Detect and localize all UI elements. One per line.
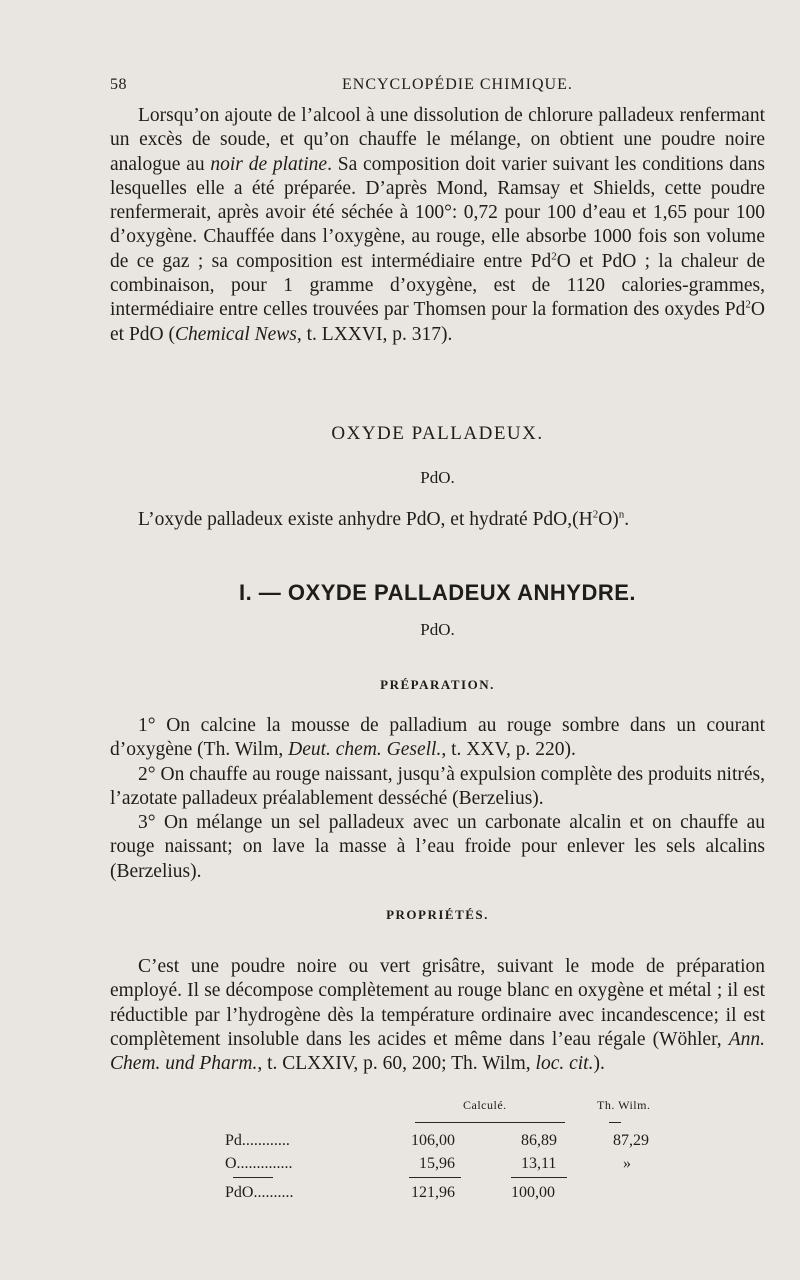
column-header-wilm: Th. Wilm. xyxy=(597,1098,651,1112)
table-cell: 121,96 xyxy=(411,1184,455,1201)
list-item: 3° On mélange un sel palladeux avec un carbonate alcalin et on chauffe au rouge naissant; on lave la masse à l’eau froide pour enlever les sels alcalins (Berzelius). xyxy=(110,812,765,882)
page-header xyxy=(110,76,760,100)
brace-line xyxy=(609,1122,621,1123)
noir-de-platine-term: noir de platine xyxy=(210,153,328,175)
properties-heading: PROPRIÉTÉS. xyxy=(386,907,489,922)
table-cell: 15,96 xyxy=(419,1155,455,1172)
table-cell: 13,11 xyxy=(521,1155,557,1172)
journal-reference: Chemical News xyxy=(175,323,297,345)
table-cell: » xyxy=(623,1155,631,1172)
table-cell: 106,00 xyxy=(411,1132,455,1149)
subsection-formula: PdO. xyxy=(420,620,455,639)
sum-rule xyxy=(409,1177,461,1178)
properties-paragraph: C’est une poudre noire ou vert grisâtre, suivant le mode de préparation employé. Il se décompose complètement au rouge blanc en oxygène et métal ; il est réductible par l’hydrogène dès la température ordinaire avec incandescence; il est complètement insoluble dans les acides et même dans l’eau régale (Wöhler, Ann. Chem. und Pharm., t. CLXXIV, p. 60, 200; Th. Wilm, loc. cit.). xyxy=(110,956,765,1075)
table-cell: 100,00 xyxy=(511,1184,555,1201)
table-cell: 87,29 xyxy=(613,1132,649,1149)
row-label: Pd............ xyxy=(225,1132,290,1149)
preparation-heading: PRÉPARATION. xyxy=(380,677,495,692)
page-number: 58 xyxy=(110,76,127,93)
composition-table xyxy=(225,1098,675,1208)
list-item: 1° On calcine la mousse de palladium au rouge sombre dans un courant d’oxygène (Th. Wilm, Deut. chem. Gesell., t. XXV, p. 220). xyxy=(110,715,765,761)
row-label: PdO.......... xyxy=(225,1184,294,1201)
subsection-title: I. — OXYDE PALLADEUX ANHYDRE. xyxy=(238,580,637,605)
table-cell: 86,89 xyxy=(521,1132,557,1149)
running-title: ENCYCLOPÉDIE CHIMIQUE. xyxy=(342,76,573,93)
brace-line xyxy=(415,1122,565,1123)
intro-paragraph: Lorsqu’on ajoute de l’alcool à une dissolution de chlorure palladeux renfermant un excès de soude, et qu’on chauffe le mélange, on obtient une poudre noire analogue au noir de platine. Sa composition doit varier suivant les conditions dans lesquelles elle a été préparée. D’après Mond, Ramsay et Shields, cette poudre renfermerait, après avoir été séchée à 100°: 0,72 pour 100 d’eau et 1,65 pour 100 d’oxygène. Chauffée dans l’oxygène, au rouge, elle absorbe 1000 fois son volume de ce gaz ; sa composition est intermédiaire entre Pd$^2$O et PdO ; la chaleur de combinaison, pour 1 gramme d’oxygène, est de 1120 calories-grammes, intermédiaire entre celles trouvées par Thomsen pour la formation des oxydes Pd$^2$O et PdO (Chemical News, t. LXXVI, p. 317). xyxy=(110,105,765,345)
section-formula: PdO. xyxy=(420,468,455,487)
sum-rule xyxy=(511,1177,567,1178)
section-title: OXYDE PALLADEUX. xyxy=(331,423,544,444)
row-label: O.............. xyxy=(225,1155,293,1172)
list-item: 2° On chauffe au rouge naissant, jusqu’à expulsion complète des produits nitrés, l’azotate palladeux préalablement desséché (Berzelius). xyxy=(110,763,765,809)
sum-rule xyxy=(233,1177,273,1178)
column-header-calcule: Calculé. xyxy=(463,1098,507,1112)
preparation-list xyxy=(110,714,765,884)
section-intro: L’oxyde palladeux existe anhydre PdO, et hydraté $PdO,(H^2O)^n$. xyxy=(138,508,630,530)
